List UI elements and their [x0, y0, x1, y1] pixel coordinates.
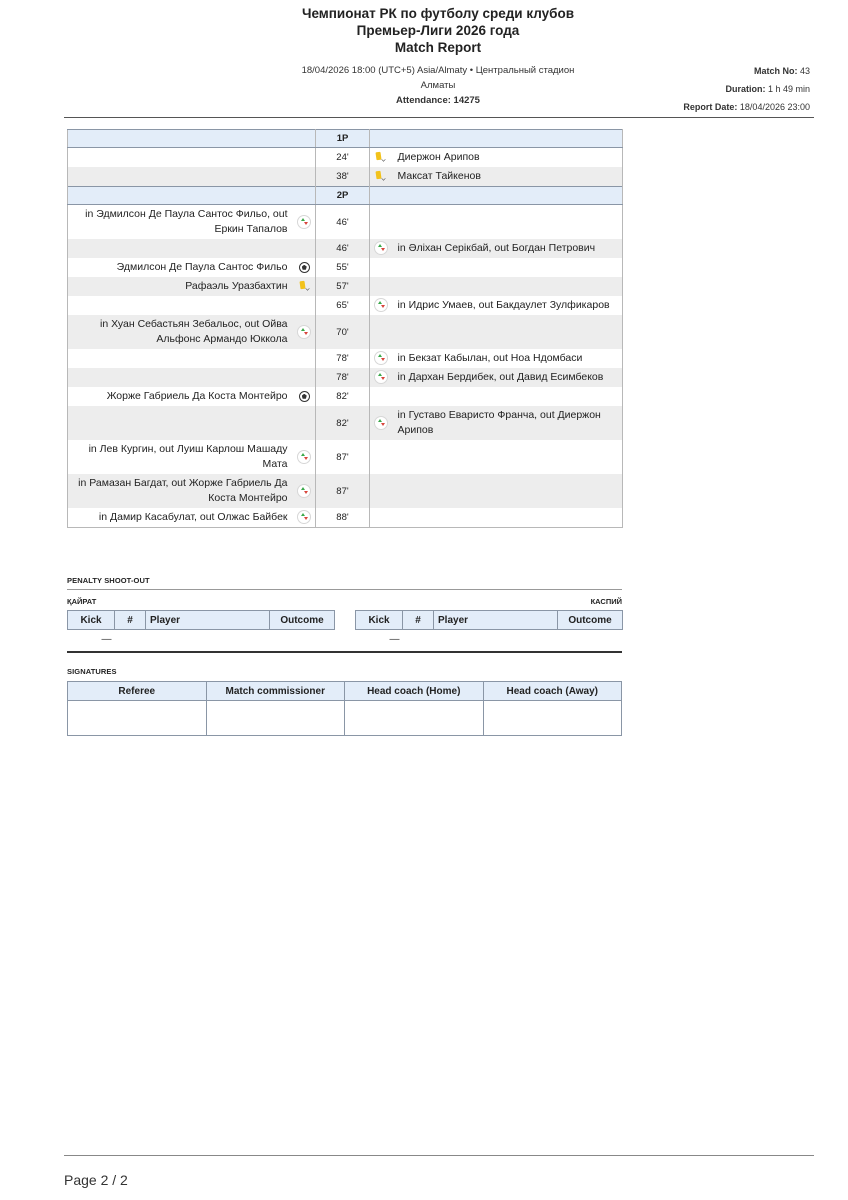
event-away-icon-cell	[370, 440, 392, 474]
event-home-text	[68, 406, 294, 440]
match-report-title: Match Report	[394, 40, 482, 55]
event-away-icon-cell	[370, 277, 392, 296]
city: Алматы	[420, 80, 456, 91]
signatures-section-label: SIGNATURES	[67, 667, 117, 676]
event-away-text: in Густаво Еваристо Франча, out Диержон Арипов	[392, 406, 623, 440]
substitution-icon	[297, 215, 311, 229]
substitution-icon	[374, 241, 388, 255]
competition-title-line2: Премьер-Лиги 2026 года	[356, 22, 520, 38]
event-home-icon-cell	[294, 258, 316, 277]
signature-box-commissioner[interactable]	[206, 701, 345, 736]
substitution-icon	[374, 351, 388, 365]
match-no	[683, 62, 810, 80]
match-no-value: 43	[799, 66, 810, 76]
signature-box-head-coach-away[interactable]	[483, 701, 622, 736]
event-away-text	[392, 508, 623, 528]
penalty-home-team: ҚАЙРАТ	[67, 597, 97, 606]
event-row	[68, 205, 623, 240]
event-away-icon-cell	[370, 387, 392, 406]
event-row	[68, 315, 623, 349]
event-away-icon-cell	[370, 148, 392, 168]
event-minute: 57'	[316, 277, 370, 296]
goal-icon	[299, 262, 310, 273]
event-home-icon-cell	[294, 205, 316, 240]
substitution-icon	[374, 370, 388, 384]
event-minute: 82'	[316, 387, 370, 406]
signature-box-referee[interactable]	[68, 701, 207, 736]
footer-divider	[64, 1155, 814, 1156]
event-away-text	[392, 474, 623, 508]
event-row	[68, 258, 623, 277]
report-date-value: 18/04/2026 23:00	[739, 102, 810, 112]
event-minute: 46'	[316, 239, 370, 258]
event-away-icon-cell	[370, 315, 392, 349]
substitution-icon	[297, 450, 311, 464]
event-row	[68, 440, 623, 474]
event-home-icon-cell	[294, 368, 316, 387]
event-home-text	[68, 296, 294, 315]
event-row	[68, 148, 623, 168]
event-home-icon-cell	[294, 315, 316, 349]
event-away-icon-cell	[370, 406, 392, 440]
event-home-icon-cell	[294, 148, 316, 168]
event-minute: 87'	[316, 440, 370, 474]
penalty-away-team: КАСПИЙ	[590, 597, 622, 606]
event-row	[68, 508, 623, 528]
event-minute: 82'	[316, 406, 370, 440]
event-home-icon-cell	[294, 406, 316, 440]
report-date	[683, 98, 810, 116]
period-header-home	[68, 130, 316, 148]
penalty-home-col-outcome: Outcome	[270, 611, 335, 630]
penalty-home-col-number: #	[115, 611, 146, 630]
period-header-home	[68, 187, 316, 205]
competition-title-line1: Чемпионат РК по футболу среди клубов	[301, 6, 575, 21]
event-away-icon-cell	[370, 349, 392, 368]
event-minute: 87'	[316, 474, 370, 508]
event-minute: 88'	[316, 508, 370, 528]
penalty-away-col-outcome: Outcome	[558, 611, 623, 630]
section-divider	[67, 651, 622, 653]
event-away-text: Диержон Арипов	[392, 148, 623, 168]
event-away-icon-cell	[370, 167, 392, 187]
event-home-icon-cell	[294, 440, 316, 474]
duration-label: Duration:	[725, 84, 766, 94]
event-row	[68, 368, 623, 387]
event-home-text: Жорже Габриель Да Коста Монтейро	[68, 387, 294, 406]
event-home-text: Эдмилсон Де Паула Сантос Фильо	[68, 258, 294, 277]
event-away-text	[392, 205, 623, 240]
event-row	[68, 296, 623, 315]
event-home-text	[68, 349, 294, 368]
event-home-text	[68, 167, 294, 187]
duration-value: 1 h 49 min	[767, 84, 810, 94]
page-number: Page 2 / 2	[64, 1172, 128, 1188]
signatures-table	[67, 681, 622, 736]
event-row	[68, 277, 623, 296]
event-home-text: in Хуан Себастьян Зебальос, out Ойва Альфонс Армандо Юккола	[68, 315, 294, 349]
period-label: 2P	[316, 187, 370, 205]
event-home-text: in Лев Кургин, out Луиш Карлош Машаду Мата	[68, 440, 294, 474]
event-away-icon-cell	[370, 258, 392, 277]
signature-col-commissioner: Match commissioner	[206, 682, 345, 701]
yellow-card-icon	[299, 281, 310, 292]
report-title	[0, 6, 848, 57]
event-home-icon-cell	[294, 296, 316, 315]
events-table	[67, 129, 623, 528]
event-away-text	[392, 277, 623, 296]
event-minute: 70'	[316, 315, 370, 349]
event-row	[68, 349, 623, 368]
penalty-away-col-kick: Kick	[356, 611, 403, 630]
event-row	[68, 387, 623, 406]
event-home-text: in Рамазан Багдат, out Жорже Габриель Да Коста Монтейро	[68, 474, 294, 508]
event-away-icon-cell	[370, 368, 392, 387]
event-minute: 24'	[316, 148, 370, 168]
header-divider	[64, 117, 814, 118]
event-minute: 38'	[316, 167, 370, 187]
event-home-icon-cell	[294, 277, 316, 296]
event-away-text: in Идрис Умаев, out Бакдаулет Зулфикаров	[392, 296, 623, 315]
event-away-text: in Әліхан Серікбай, out Богдан Петрович	[392, 239, 623, 258]
attendance: Attendance: 14275	[396, 95, 480, 106]
penalty-away-col-player: Player	[434, 611, 558, 630]
period-header-away	[370, 187, 623, 205]
event-home-text	[68, 368, 294, 387]
event-away-icon-cell	[370, 205, 392, 240]
event-home-icon-cell	[294, 239, 316, 258]
substitution-icon	[374, 298, 388, 312]
event-home-icon-cell	[294, 508, 316, 528]
yellow-card-icon	[375, 171, 386, 182]
penalty-divider	[67, 589, 622, 590]
event-home-icon-cell	[294, 387, 316, 406]
match-meta	[260, 63, 616, 108]
event-home-icon-cell	[294, 349, 316, 368]
duration	[683, 80, 810, 98]
event-row	[68, 239, 623, 258]
penalty-away-col-number: #	[403, 611, 434, 630]
datetime-venue: 18/04/2026 18:00 (UTC+5) Asia/Almaty • Центральный стадион	[301, 65, 575, 76]
yellow-card-icon	[375, 152, 386, 163]
event-minute: 78'	[316, 368, 370, 387]
event-away-text	[392, 440, 623, 474]
penalty-table-away	[355, 610, 623, 648]
event-away-text	[392, 258, 623, 277]
penalty-home-col-player: Player	[146, 611, 270, 630]
goal-icon	[299, 391, 310, 402]
event-away-icon-cell	[370, 239, 392, 258]
event-away-icon-cell	[370, 296, 392, 315]
event-row	[68, 167, 623, 187]
event-home-text: in Эдмилсон Де Паула Сантос Фильо, out Еркин Тапалов	[68, 205, 294, 240]
signature-col-head-coach-away: Head coach (Away)	[483, 682, 622, 701]
event-minute: 55'	[316, 258, 370, 277]
penalty-home-empty: —	[101, 633, 112, 645]
period-header	[68, 187, 623, 205]
event-away-icon-cell	[370, 508, 392, 528]
event-minute: 78'	[316, 349, 370, 368]
penalty-table-home	[67, 610, 335, 648]
event-away-text: Максат Тайкенов	[392, 167, 623, 187]
events-body	[68, 130, 623, 528]
substitution-icon	[374, 416, 388, 430]
event-minute: 46'	[316, 205, 370, 240]
penalty-away-empty: —	[389, 633, 400, 645]
report-date-label: Report Date:	[683, 102, 738, 112]
event-row	[68, 474, 623, 508]
event-away-icon-cell	[370, 474, 392, 508]
event-home-text: in Дамир Касабулат, out Олжас Байбек	[68, 508, 294, 528]
substitution-icon	[297, 484, 311, 498]
substitution-icon	[297, 325, 311, 339]
event-home-text: Рафаэль Уразбахтин	[68, 277, 294, 296]
event-row	[68, 406, 623, 440]
period-header-away	[370, 130, 623, 148]
event-away-text: in Дархан Бердибек, out Давид Есимбеков	[392, 368, 623, 387]
period-label: 1P	[316, 130, 370, 148]
event-away-text: in Бекзат Кабылан, out Ноа Ндомбаси	[392, 349, 623, 368]
substitution-icon	[297, 510, 311, 524]
match-no-label: Match No:	[753, 66, 798, 76]
event-home-text	[68, 148, 294, 168]
signature-col-head-coach-home: Head coach (Home)	[345, 682, 484, 701]
event-away-text	[392, 387, 623, 406]
penalty-home-col-kick: Kick	[68, 611, 115, 630]
penalty-section-label: PENALTY SHOOT-OUT	[67, 576, 150, 585]
signature-box-head-coach-home[interactable]	[345, 701, 484, 736]
event-home-text	[68, 239, 294, 258]
signature-col-referee: Referee	[68, 682, 207, 701]
period-header	[68, 130, 623, 148]
event-minute: 65'	[316, 296, 370, 315]
event-home-icon-cell	[294, 167, 316, 187]
event-away-text	[392, 315, 623, 349]
match-info	[683, 62, 810, 116]
event-home-icon-cell	[294, 474, 316, 508]
